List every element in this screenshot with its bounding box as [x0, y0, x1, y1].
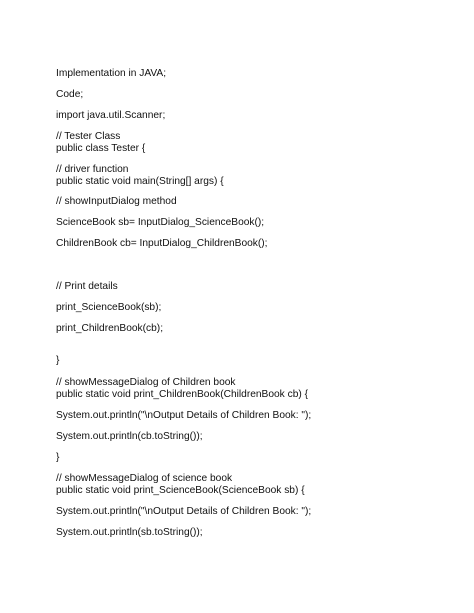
text-line: print_ChildrenBook(cb);: [56, 323, 164, 334]
text-line: ScienceBook sb= InputDialog_ScienceBook();: [56, 217, 265, 228]
text-line: System.out.println(sb.toString());: [56, 527, 203, 538]
text-line: Implementation in JAVA;: [56, 68, 167, 79]
text-line: // showMessageDialog of Children book: [56, 377, 236, 388]
text-line: // showInputDialog method: [56, 196, 177, 207]
text-line: // showMessageDialog of science book: [56, 473, 233, 484]
text-line: public static void main(String[] args) {: [56, 176, 224, 187]
text-line: import java.util.Scanner;: [56, 110, 166, 121]
text-line: public static void print_ChildrenBook(ChildrenBook cb) {: [56, 389, 308, 400]
text-line: // Print details: [56, 281, 118, 292]
text-line: System.out.println("\nOutput Details of Children Book: ");: [56, 506, 312, 517]
text-line: }: [56, 355, 60, 366]
text-line: // driver function: [56, 164, 129, 175]
text-line: System.out.println("\nOutput Details of Children Book: ");: [56, 410, 312, 421]
text-line: ChildrenBook cb= InputDialog_ChildrenBook();: [56, 238, 268, 249]
text-line: public class Tester {: [56, 143, 146, 154]
text-line: print_ScienceBook(sb);: [56, 302, 162, 313]
text-line: // Tester Class: [56, 131, 121, 142]
text-line: Code;: [56, 89, 84, 100]
text-line: }: [56, 452, 60, 463]
text-line: System.out.println(cb.toString());: [56, 431, 203, 442]
text-line: public static void print_ScienceBook(ScienceBook sb) {: [56, 485, 305, 496]
